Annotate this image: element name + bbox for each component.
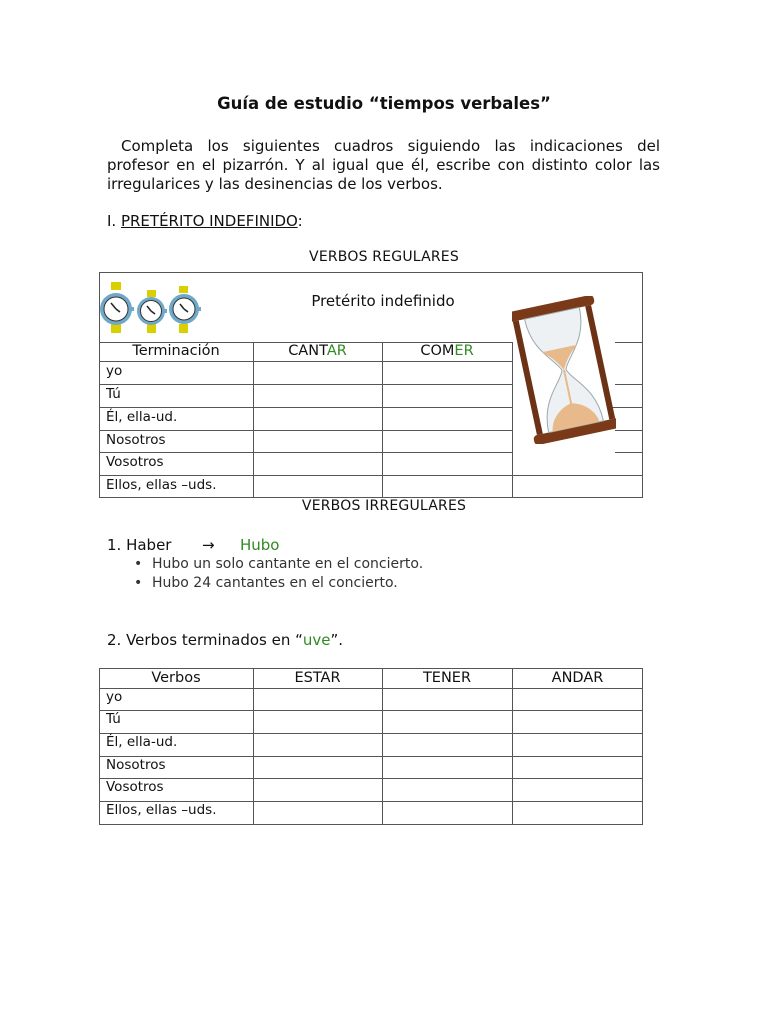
row-label-ellos: Ellos, ellas –uds. bbox=[106, 802, 217, 818]
intro-paragraph: Completa los siguientes cuadros siguiendo las indicaciones del profesor en el pizarrón. Y al igual que él, escribe con distinto color las irregularices y las desinencias de los verbos. bbox=[107, 137, 660, 193]
row-label-tu: Tú bbox=[106, 711, 121, 727]
table-line bbox=[99, 688, 643, 689]
list-item: • Hubo un solo cantante en el concierto. bbox=[130, 555, 423, 574]
table-line bbox=[382, 342, 383, 498]
regulares-heading: VERBOS REGULARES bbox=[309, 249, 459, 265]
haber-label: 1. Haber bbox=[107, 536, 172, 554]
table-line bbox=[615, 384, 643, 385]
table-line bbox=[99, 452, 513, 453]
uve-prefix: 2. Verbos terminados en “ bbox=[107, 631, 303, 649]
table-line bbox=[99, 384, 513, 385]
col-header-terminacion: Terminación bbox=[132, 343, 220, 359]
section-suffix: : bbox=[297, 212, 303, 230]
list-item: • Hubo 24 cantantes en el concierto. bbox=[130, 574, 423, 593]
section-number: I. bbox=[107, 212, 121, 230]
uve-heading bbox=[107, 631, 343, 649]
row-label-nosotros: Nosotros bbox=[106, 757, 166, 773]
table-line bbox=[99, 407, 513, 408]
table-line bbox=[99, 361, 513, 362]
wristwatch-icon bbox=[98, 279, 206, 339]
section-heading bbox=[107, 212, 303, 230]
hourglass-icon bbox=[512, 296, 616, 444]
uve-end: ”. bbox=[330, 631, 344, 649]
col-header-cantar bbox=[253, 343, 382, 359]
row-label-el: Él, ella-ud. bbox=[106, 734, 178, 750]
haber-form: Hubo bbox=[240, 536, 280, 554]
table-line bbox=[612, 407, 643, 408]
example-list bbox=[130, 555, 423, 593]
table-line bbox=[615, 430, 643, 431]
uve-highlight: uve bbox=[302, 631, 331, 649]
cantar-stem: CANT bbox=[288, 343, 327, 359]
col-header-tener: TENER bbox=[422, 670, 472, 686]
page-title: Guía de estudio “tiempos verbales” bbox=[217, 94, 551, 113]
col-header-comer bbox=[382, 343, 512, 359]
row-label-tu: Tú bbox=[106, 386, 121, 402]
table-line bbox=[99, 756, 643, 757]
row-label-yo: yo bbox=[106, 689, 123, 705]
comer-stem: COM bbox=[420, 343, 455, 359]
table-line bbox=[253, 668, 254, 825]
row-label-yo: yo bbox=[106, 363, 123, 379]
comer-ending: ER bbox=[454, 343, 474, 359]
irregulares-heading: VERBOS IRREGULARES bbox=[301, 498, 467, 514]
table-line bbox=[382, 668, 383, 825]
section-label: PRETÉRITO INDEFINIDO bbox=[120, 212, 298, 230]
table-line bbox=[615, 452, 643, 453]
col-header-verbos: Verbos bbox=[151, 670, 201, 686]
row-label-ellos: Ellos, ellas –uds. bbox=[106, 477, 217, 493]
table-line bbox=[99, 475, 643, 476]
col-header-andar: ANDAR bbox=[551, 670, 604, 686]
arrow-icon: → bbox=[202, 536, 215, 554]
table-line bbox=[99, 430, 513, 431]
row-label-vosotros: Vosotros bbox=[106, 779, 164, 795]
table-line bbox=[99, 778, 643, 779]
table-line bbox=[512, 668, 513, 825]
cantar-ending: AR bbox=[326, 343, 347, 359]
row-label-nosotros: Nosotros bbox=[106, 432, 166, 448]
col-header-estar: ESTAR bbox=[294, 670, 341, 686]
row-label-vosotros: Vosotros bbox=[106, 454, 164, 470]
table-caption: Pretérito indefinido bbox=[311, 292, 455, 310]
row-label-el: Él, ella-ud. bbox=[106, 409, 178, 425]
table-line bbox=[615, 342, 643, 343]
table-line bbox=[99, 710, 643, 711]
table-line bbox=[99, 733, 643, 734]
table-line bbox=[253, 342, 254, 498]
